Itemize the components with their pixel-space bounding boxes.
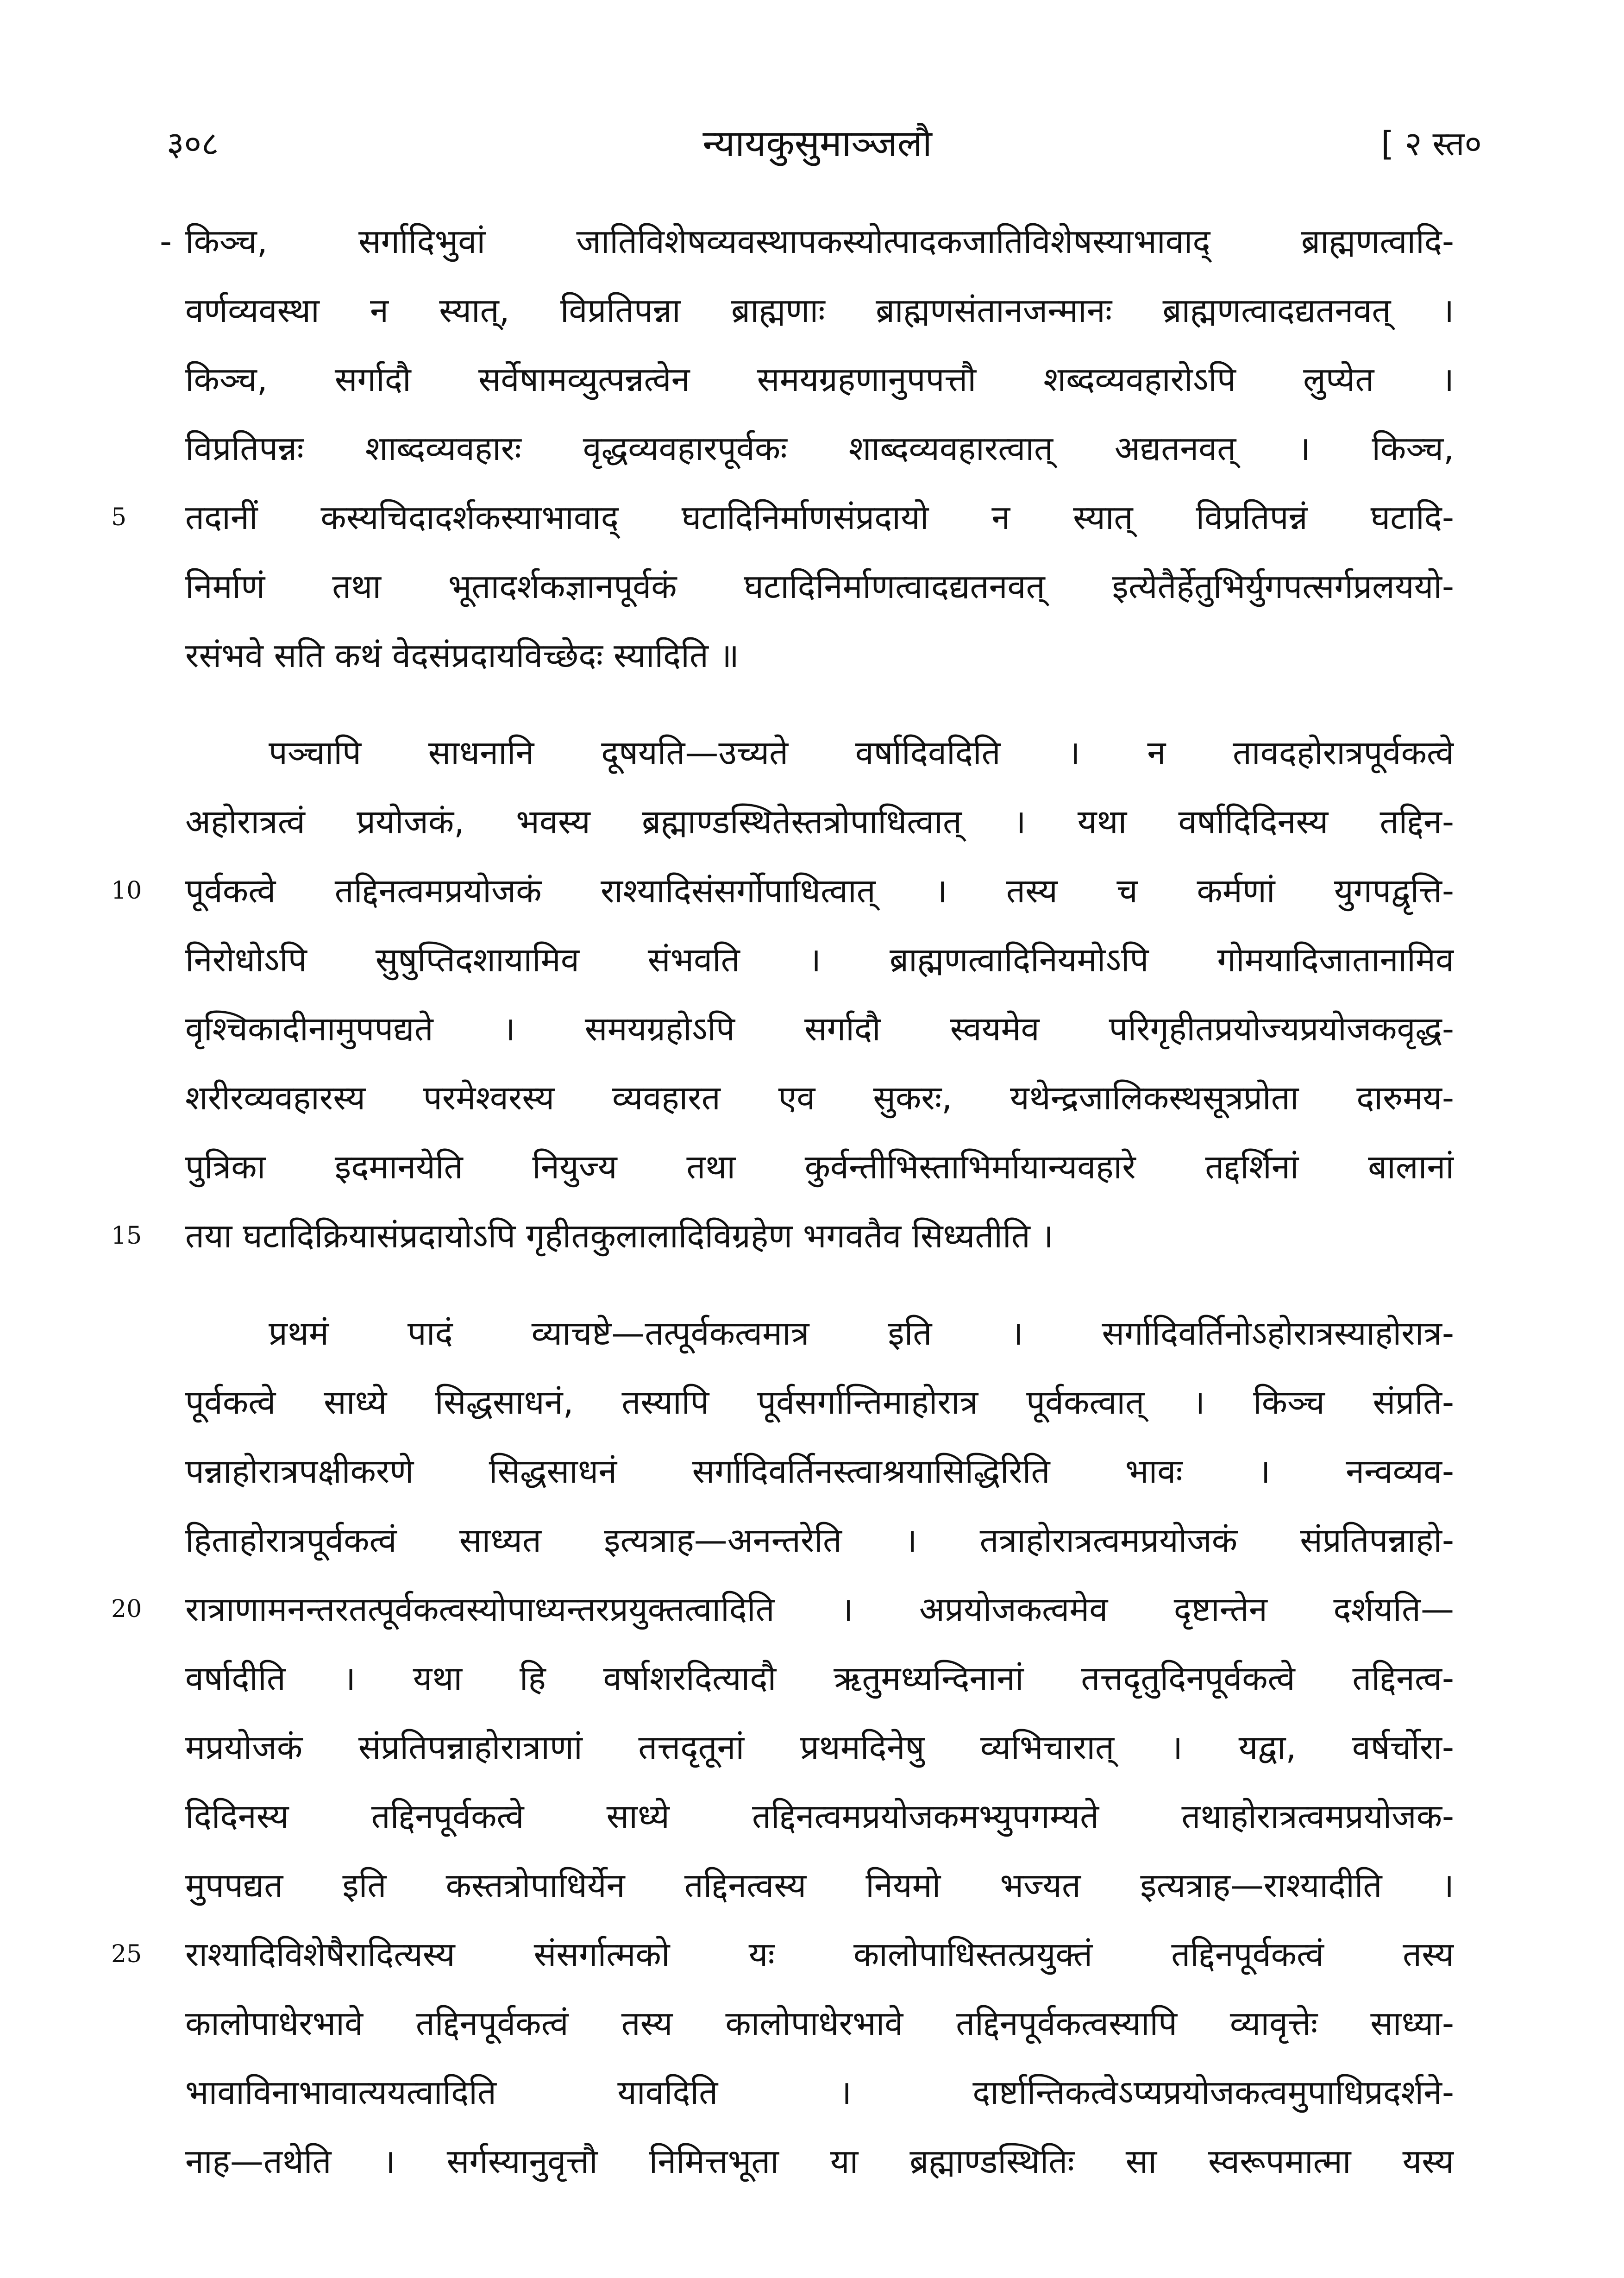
text-line: किञ्च, सर्गादौ सर्वेषामव्युत्पन्नत्वेन समयग्रहणानुपपत्तौ शब्दव्यवहारोऽपि लुप्येत । bbox=[185, 360, 1454, 399]
text-line: पन्नाहोरात्रपक्षीकरणे सिद्धसाधनं सर्गादिवर्तिनस्त्वाश्रयासिद्धिरिति भावः । नन्वव्यव- bbox=[185, 1452, 1454, 1491]
text-line: निरोधोऽपि सुषुप्तिदशायामिव संभवति । ब्राह्मणत्वादिनियमोऽपि गोमयादिजातानामिव bbox=[185, 940, 1454, 979]
text-line: शरीरव्यवहारस्य परमेश्वरस्य व्यवहारत एव सुकरः, यथेन्द्रजालिकस्थसूत्रप्रोता दारुमय- bbox=[185, 1078, 1454, 1117]
text-line: वर्णव्यवस्था न स्यात्, विप्रतिपन्ना ब्राह्मणाः ब्राह्मणसंतानजन्मानः ब्राह्मणत्वादद्यतनवत् । bbox=[185, 291, 1454, 330]
text-line: तया घटादिक्रियासंप्रदायोऽपि गृहीतकुलालादिविग्रहेण भगवतैव सिध्यतीति । bbox=[185, 1216, 1053, 1255]
text-line: नाह—तथेति । सर्गस्यानुवृत्तौ निमित्तभूता या ब्रह्माण्डस्थितिः सा स्वरूपमात्मा यस्य bbox=[185, 2142, 1454, 2181]
text-line: हिताहोरात्रपूर्वकत्वं साध्यत इत्यत्राह—अनन्तरेति । तत्राहोरात्रत्वमप्रयोजकं संप्रतिपन्नाहो- bbox=[185, 1521, 1454, 1560]
text-line: वर्षादीति । यथा हि वर्षाशरदित्यादौ ऋतुमध्यन्दिनानां तत्तदृतुदिनपूर्वकत्वे तद्दिनत्व- bbox=[185, 1659, 1454, 1698]
page-number: ३०८ bbox=[167, 124, 219, 163]
text-line: कालोपाधेरभावे तद्दिनपूर्वकत्वं तस्य कालोपाधेरभावे तद्दिनपूर्वकत्वस्यापि व्यावृत्तेः साध्या- bbox=[185, 2004, 1454, 2043]
text-line: तदानीं कस्यचिदादर्शकस्याभावाद् घटादिनिर्माणसंप्रदायो न स्यात् विप्रतिपन्नं घटादि- bbox=[185, 498, 1454, 537]
line-number: 15 bbox=[111, 1222, 142, 1250]
text-line: दिदिनस्य तद्दिनपूर्वकत्वे साध्ये तद्दिनत्वमप्रयोजकमभ्युपगम्यते तथाहोरात्रत्वमप्रयोजक- bbox=[185, 1797, 1454, 1836]
line-number: 20 bbox=[111, 1595, 142, 1623]
text-line: प्रथमं पादं व्याचष्टे—तत्पूर्वकत्वमात्र इति । सर्गादिवर्तिनोऽहोरात्रस्याहोरात्र- bbox=[269, 1314, 1454, 1353]
line-number: 10 bbox=[111, 877, 142, 905]
running-header bbox=[153, 120, 1482, 176]
text-line: मुपपद्यत इति कस्तत्रोपाधिर्येन तद्दिनत्वस्य नियमो भज्यत इत्यत्राह—राश्यादीति । bbox=[185, 1866, 1454, 1905]
section-marker: [ २ स्त० bbox=[1381, 124, 1482, 163]
text-line: पुत्रिका इदमानयेति नियुज्य तथा कुर्वन्तीभिस्ताभिर्मायान्यवहारे तद्दर्शिनां बालानां bbox=[185, 1147, 1454, 1186]
text-line: पूर्वकत्वे तद्दिनत्वमप्रयोजकं राश्यादिसंसर्गोपाधित्वात् । तस्य च कर्मणां युगपद्वृत्ति- bbox=[185, 871, 1454, 910]
text-line: राश्यादिविशेषैरादित्यस्य संसर्गात्मको यः कालोपाधिस्तत्प्रयुक्तं तद्दिनपूर्वकत्वं तस्य bbox=[185, 1935, 1454, 1974]
text-line: वृश्चिकादीनामुपपद्यते । समयग्रहोऽपि सर्गादौ स्वयमेव परिगृहीतप्रयोज्यप्रयोजकवृद्ध- bbox=[185, 1009, 1454, 1048]
text-line: विप्रतिपन्नः शाब्दव्यवहारः वृद्धव्यवहारपूर्वकः शाब्दव्यवहारत्वात् अद्यतनवत् । किञ्च, bbox=[185, 429, 1454, 468]
margin-mark: - bbox=[160, 222, 172, 261]
text-line: किञ्च, सर्गादिभुवां जातिविशेषव्यवस्थापकस्योत्पादकजातिविशेषस्याभावाद् ब्राह्मणत्वादि- bbox=[185, 222, 1454, 261]
line-number: 25 bbox=[111, 1940, 142, 1968]
text-line: रात्राणामनन्तरतत्पूर्वकत्वस्योपाध्यन्तरप्रयुक्तत्वादिति । अप्रयोजकत्वमेव दृष्टान्तेन दर्शयति— bbox=[185, 1590, 1454, 1629]
text-line: अहोरात्रत्वं प्रयोजकं, भवस्य ब्रह्माण्डस्थितेस्तत्रोपाधित्वात् । यथा वर्षादिदिनस्य तद्दिन- bbox=[185, 802, 1454, 841]
text-line: पञ्चापि साधनानि दूषयति—उच्यते वर्षादिवदिति । न तावदहोरात्रपूर्वकत्वे bbox=[269, 733, 1454, 772]
text-line: पूर्वकत्वे साध्ये सिद्धसाधनं, तस्यापि पूर्वसर्गान्तिमाहोरात्र पूर्वकत्वात् । किञ्च संप्रति- bbox=[185, 1383, 1454, 1422]
text-line: निर्माणं तथा भूतादर्शकज्ञानपूर्वकं घटादिनिर्माणत्वादद्यतनवत् इत्येतैर्हेतुभिर्युगपत्सर्गप्रलययो- bbox=[185, 567, 1454, 606]
page-title: न्यायकुसुमाञ्जलौ bbox=[702, 122, 932, 165]
line-number: 5 bbox=[111, 503, 127, 531]
text-line: भावाविनाभावात्ययत्वादिति यावदिति । दार्ष्टान्तिकत्वेऽप्यप्रयोजकत्वमुपाधिप्रदर्शने- bbox=[185, 2073, 1454, 2112]
text-line: रसंभवे सति कथं वेदसंप्रदायविच्छेदः स्यादिति ॥ bbox=[185, 636, 739, 675]
text-line: मप्रयोजकं संप्रतिपन्नाहोरात्राणां तत्तदृतूनां प्रथमदिनेषु व्यभिचारात् । यद्वा, वर्षर्चोरा- bbox=[185, 1728, 1454, 1767]
